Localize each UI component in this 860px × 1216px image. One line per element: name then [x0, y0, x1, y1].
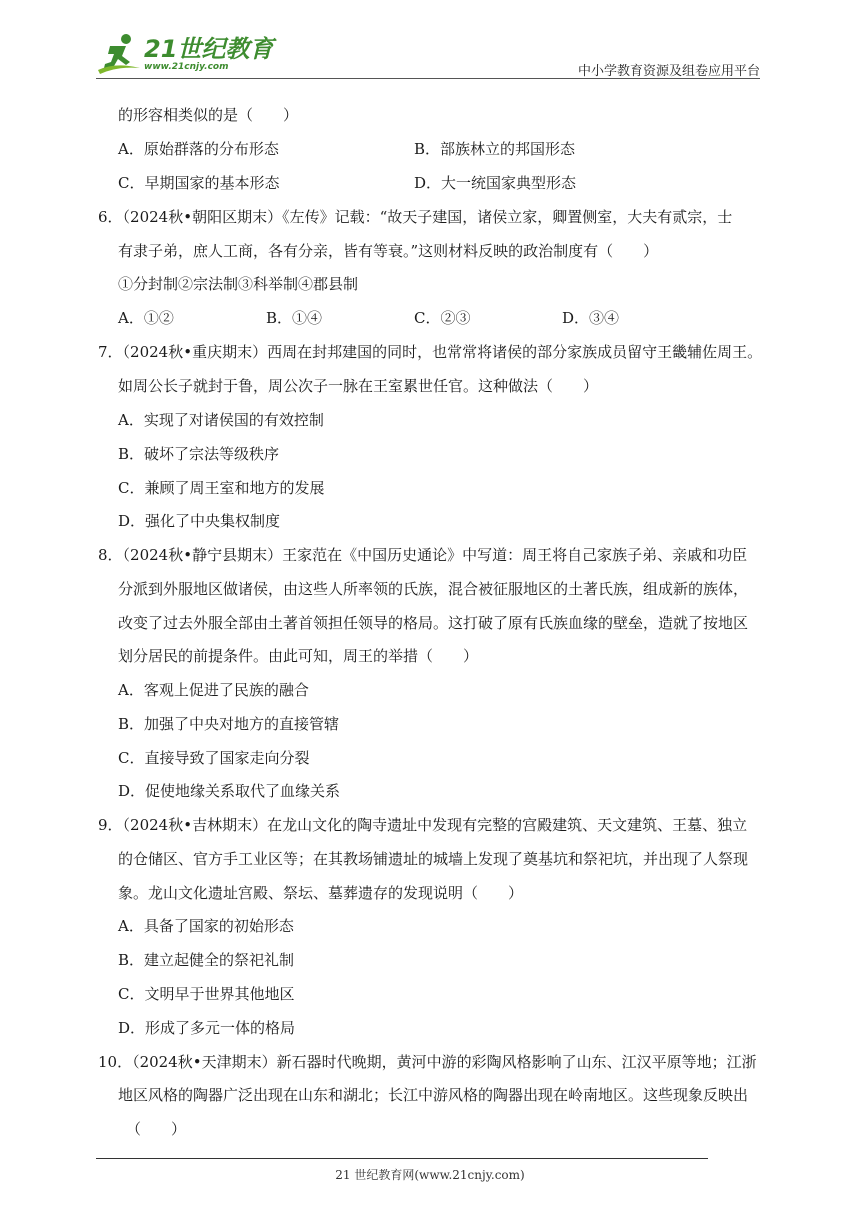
q8-option-a: A．客观上促进了民族的融合 [118, 681, 309, 699]
q6-stem-line-1: 6．（2024秋•朝阳区期末）《左传》记载：“故天子建国，诸侯立家，卿置侧室，大夫有贰宗，士 [98, 208, 733, 226]
q8-option-b: B．加强了中央对地方的直接管辖 [118, 715, 340, 733]
q6-option-c: C．②③ [414, 309, 471, 327]
platform-name: 中小学教育资源及组卷应用平台 [577, 64, 760, 79]
q5-stem-continuation: 的形容相类似的是（ ） [118, 106, 299, 124]
q9-option-a: A．具备了国家的初始形态 [118, 917, 294, 935]
q9-option-c: C．文明早于世界其他地区 [118, 985, 295, 1003]
q9-stem-line-2: 的仓储区、官方手工业区等；在其教场铺遗址的城墙上发现了奠基坑和祭祀坑，并出现了人祭现 [118, 850, 749, 868]
q7-option-d: D．强化了中央集权制度 [118, 512, 281, 530]
q7-stem-line-2: 如周公长子就封于鲁，周公次子一脉在王室累世任官。这种做法（ ） [118, 377, 599, 395]
logo [96, 32, 273, 76]
q10-stem-line-3: （ ） [126, 1120, 187, 1138]
runner-logo-icon [96, 32, 142, 76]
logo-url: www.21cnjy.com [144, 62, 229, 72]
q6-option-b: B．①④ [266, 309, 323, 327]
q5-option-a: A．原始群落的分布形态 [118, 140, 279, 158]
q8-option-c: C．直接导致了国家走向分裂 [118, 749, 310, 767]
q9-option-d: D．形成了多元一体的格局 [118, 1019, 296, 1037]
q7-option-a: A．实现了对诸侯国的有效控制 [118, 411, 324, 429]
page-header [96, 30, 760, 80]
footer-divider [96, 1158, 708, 1159]
q9-option-b: B．建立起健全的祭祀礼制 [118, 951, 295, 969]
q6-option-a: A．①② [118, 309, 174, 327]
q8-stem-line-4: 划分居民的前提条件。由此可知，周王的举措（ ） [118, 647, 479, 665]
q10-stem-line-2: 地区风格的陶器广泛出现在山东和湖北；长江中游风格的陶器出现在岭南地区。这些现象反映出 [118, 1086, 749, 1104]
logo-title: 21世纪教育 [144, 35, 274, 63]
q6-statements: ①分封制②宗法制③科举制④郡县制 [118, 275, 359, 293]
q9-stem-line-3: 象。龙山文化遗址宫殿、祭坛、墓葬遗存的发现说明（ ） [118, 884, 524, 902]
q10-stem-line-1: 10．（2024秋•天津期末）新石器时代晚期，黄河中游的彩陶风格影响了山东、江汉平原等地；江浙 [98, 1053, 757, 1071]
q9-stem-line-1: 9．（2024秋•吉林期末）在龙山文化的陶寺遗址中发现有完整的宫殿建筑、天文建筑、王墓、独立 [98, 816, 748, 834]
page-footer: 21 世纪教育网(www.21cnjy.com) [335, 1168, 525, 1182]
q8-stem-line-2: 分派到外服地区做诸侯，由这些人所率领的氏族，混合被征服地区的土著氏族，组成新的族体， [118, 580, 749, 598]
q7-stem-line-1: 7．（2024秋•重庆期末）西周在封邦建国的同时，也常常将诸侯的部分家族成员留守王畿辅佐周王。 [98, 343, 763, 361]
q6-stem-line-2: 有隶子弟，庶人工商，各有分亲，皆有等衰。”这则材料反映的政治制度有（ ） [118, 242, 659, 260]
q5-option-c: C．早期国家的基本形态 [118, 174, 280, 192]
q8-stem-line-1: 8．（2024秋•静宁县期末）王家范在《中国历史通论》中写道：周王将自己家族子弟、亲戚和功臣 [98, 546, 748, 564]
q7-option-b: B．破坏了宗法等级秩序 [118, 445, 280, 463]
q5-option-d: D．大一统国家典型形态 [414, 174, 577, 192]
q5-option-b: B．部族林立的邦国形态 [414, 140, 576, 158]
q8-stem-line-3: 改变了过去外服全部由土著首领担任领导的格局。这打破了原有氏族血缘的壁垒，造就了按地区 [118, 614, 749, 632]
q5-options-row-2 [118, 172, 768, 194]
q6-options-row [118, 307, 768, 329]
q8-option-d: D．促使地缘关系取代了血缘关系 [118, 782, 341, 800]
q7-option-c: C．兼顾了周王室和地方的发展 [118, 479, 325, 497]
header-divider [96, 78, 760, 79]
q5-options-row-1 [118, 138, 768, 160]
q6-option-d: D．③④ [562, 309, 620, 327]
